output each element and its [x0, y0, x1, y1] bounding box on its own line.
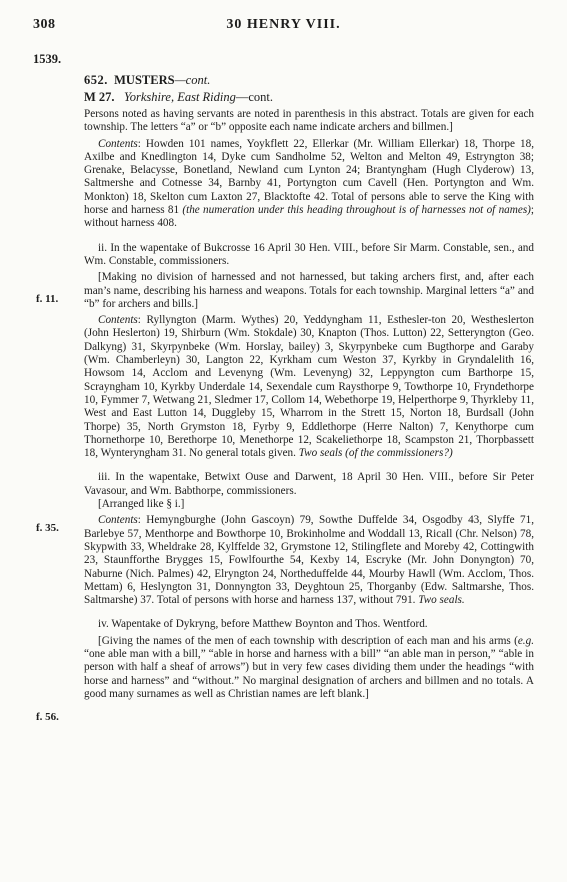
record-heading — [84, 90, 273, 105]
running-title: 30 HENRY VIII. — [226, 17, 341, 32]
record-location: Yorkshire, East Riding — [123, 90, 236, 104]
section-iv-note — [84, 635, 534, 701]
year-label: 1539. — [33, 52, 62, 66]
contents-note-3: Two seals. — [418, 594, 465, 607]
contents-paragraph-3 — [84, 514, 534, 607]
contents-label-3: Contents — [98, 514, 138, 527]
contents-label-1: Contents — [98, 137, 138, 150]
section-ii-note: [Making no division of harnessed and not harnessed, but taking archers first, and, after each man’s name, describing his harness and weapons. Totals for each township. Marginal letters “a” and “b” for archers and bills.] — [84, 271, 534, 310]
section-iv-note-a: [Giving the names of the men of each township with description of each man and his arms ( — [98, 634, 518, 647]
section-iii-note: [Arranged like § i.] — [98, 498, 185, 511]
intro-paragraph: Persons noted as having servants are noted in parenthesis in this abstract. Totals are given for each township. The letters “a” or “b” opposite each name indicate archers and billmen.] — [84, 108, 534, 134]
contents-paragraph-1 — [84, 138, 534, 231]
entry-title: MUSTERS — [114, 73, 175, 87]
contents-label-2: Contents — [98, 314, 138, 327]
contents-note-2: Two seals (of the commissioners?) — [298, 447, 453, 460]
contents-paragraph-2 — [84, 314, 534, 460]
contents-note-1: (the numeration under this heading throughout is of harnesses not of names) — [182, 204, 531, 217]
section-iv-heading: iv. Wapentake of Dykryng, before Matthew Boynton and Thos. Wentford. — [98, 618, 428, 631]
section-iv-note-b: “one able man with a bill,” “able in horse and harness with a bill” “an able man in person,” “able in person with half a sheaf of arrows”) but in very few cases dividing them under the headings “with horse and harness” and “without.” No marginal designation of archers and billmen and no totals. A good many surnames as well as Christian names are left blank.] — [84, 647, 534, 700]
margin-ref-1: f. 11. — [36, 293, 59, 305]
document-body — [84, 108, 534, 701]
entry-number: 652. — [84, 73, 108, 87]
page-number: 308 — [33, 17, 56, 32]
section-ii-heading: ii. In the wapentake of Bukcrosse 16 April 30 Hen. VIII., before Sir Marm. Constable, sen., and Wm. Constable, commissioners. — [84, 241, 534, 267]
entry-heading — [84, 73, 210, 88]
record-location-suffix: —cont. — [235, 90, 274, 104]
contents-end-1: ; without harness 408. — [84, 204, 535, 230]
margin-ref-3: f. 56. — [36, 711, 59, 723]
section-iii-heading: iii. In the wapentake, Betwixt Ouse and Darwent, 18 April 30 Hen. VIII., before Sir Peter Vavasour, and Wm. Babthorpe, commissioners. — [84, 471, 534, 497]
contents-text-2: : Ryllyngton (Marm. Wythes) 20, Yeddyngham 11, Esthesler-ton 20, Westheslerton (John Heslerton) 19, Shirburn (Wm. Stokdale) 30, Knapton (Thos. Lutton) 22, Setteryngton (Geo. Dalkyng) 31, Skyrpynbeke (Wm. Horslay, bailey) 3, Skyrpynbeke cum Bugthorpe and Garaby (Wm. Chamberleyn) 30, Langton 22, Kyrkham cum Weston 37, Kyrkby in Gryndalelith 16, Howsom 14, Acclom and Levenyng (Wm. Levenyng) 32, Leppyngton cum Barthorpe 15, Scrayngham 10, Kyrkby Underdale 14, Sexendale cum Raysthorpe 9, Towthorpe 10, Fryndethorpe 10, Fymmer 7, Wetwang 21, Sledmer 17, Collom 14, Webethorpe 19, Helperthorpe 9, Thyrkleby 11, West and East Lutton 14, Duggleby 15, Wharrom in the Strett 15, Norton 18, Burdsall (John Thorpe) 35, North Grymston 18, Fyrby 9, Eddlethorpe (Herre Nalton) 7, Kenythorpe cum Thornethorpe 10, Berethorpe 10, Menethorpe 12, Scakeliethorpe 18, Scampston 21, Thorpbassett 18, Wynteryngham 31. No general totals given. — [84, 314, 534, 460]
section-iv-note-eg: e.g. — [517, 634, 534, 647]
contents-text-1: : Howden 101 names, Yoykflett 22, Ellerkar (Mr. William Ellerkar) 18, Thorpe 18, Axilbe and Knedlington 14, Dyke cum Sandholme 52, Welton and Melton 49, Estryngton 38; Grenake, Belacysse, Bonetland, Newland cum Lynton 24; Brantyngham (Hugh Clyderow) 13, Saltmershe and Cotnesse 34, Barnby 41, Portyngton cum Cavell (Hen. Portyngton and Wm. Monkton) 18, Skelton cum Laxton 27, Blacktofte 42. Total of persons able to serve the King with horse and harness 81 — [84, 137, 534, 217]
record-ref: M 27. — [84, 90, 115, 104]
contents-text-3: : Hemyngburghe (John Gascoyn) 79, Sowthe Duffelde 34, Osgodby 43, Slyffe 71, Barlebye 57, Menthorpe and Bowthorpe 10, Brokinholme and Woddall 13, Ricall (Chr. Nelson) 78, Skypwith 33, Wheldrake 28, Kylffelde 32, Grymstone 12, Stilingflete and Moreby 42, Cottingwith 23, Staunfforthe Brygges 15, Fowlfourthe 54, Kexby 14, Escryke (Mr. John Donyngton) 70, Naburne (Nich. Palmes) 42, Elryngton 24, Northeduffelde 44, Mourby Hawll (Wm. Acclom, Thos. Mettam) 6, Heslyngton 31, Donnyngton 33, Deyghtoun 25, Thorganby (Edw. Saltmarshe, Thos. Saltmarshe) 37. Total of persons with horse and harness 137, without 791. — [84, 514, 534, 607]
margin-ref-2: f. 35. — [36, 522, 59, 534]
entry-title-suffix: —cont. — [174, 73, 211, 87]
